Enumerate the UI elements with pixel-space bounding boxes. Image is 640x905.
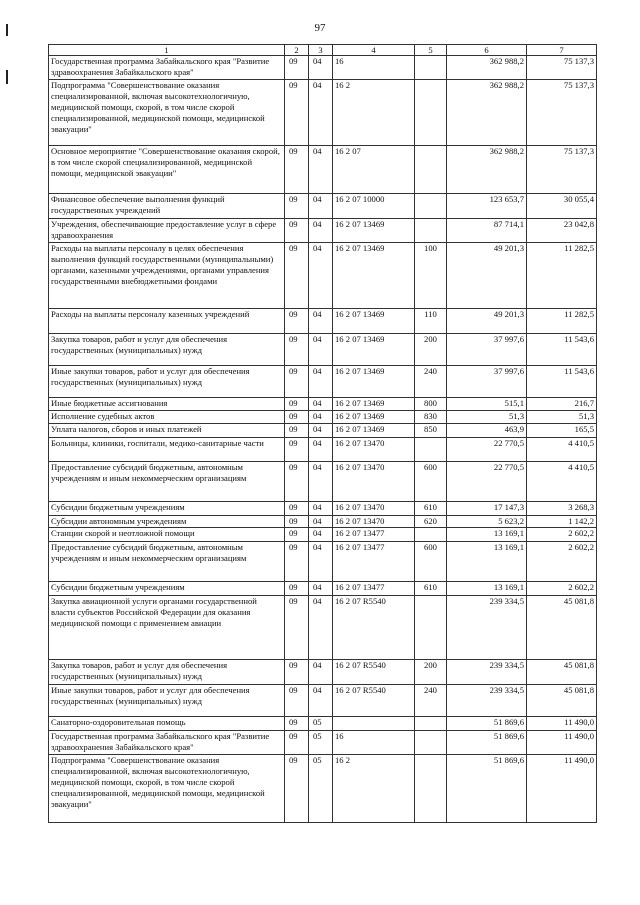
table-row: [49, 219, 597, 243]
cell-name: Предоставление субсидий бюджетным, автономным учреждениям и иным некоммерческим организациям: [49, 542, 285, 582]
cell-rz: 09: [285, 243, 309, 309]
cell-rz: 09: [285, 582, 309, 596]
cell-rz: 09: [285, 194, 309, 219]
cell-v1: 51 869,6: [447, 731, 527, 755]
cell-name: Иные закупки товаров, работ и услуг для обеспечения государственных (муниципальных) нужд: [49, 685, 285, 717]
table-row: [49, 685, 597, 717]
cell-csr: 16 2 07 13477: [333, 542, 415, 582]
cell-v2: 23 042,8: [527, 219, 597, 243]
table-row: [49, 438, 597, 462]
cell-v1: 13 169,1: [447, 528, 527, 542]
cell-vr: [415, 56, 447, 80]
cell-v1: 49 201,3: [447, 243, 527, 309]
cell-rz: 09: [285, 80, 309, 146]
cell-v1: 51,3: [447, 411, 527, 424]
cell-name: Предоставление субсидий бюджетным, автономным учреждениям и иным некоммерческим организациям: [49, 462, 285, 502]
cell-pr: 04: [309, 424, 333, 438]
cell-vr: 200: [415, 660, 447, 685]
cell-name: Государственная программа Забайкальского края "Развитие здравоохранения Забайкальского края": [49, 56, 285, 80]
cell-v2: 30 055,4: [527, 194, 597, 219]
table-row: [49, 731, 597, 755]
cell-pr: 04: [309, 542, 333, 582]
cell-v2: 216,7: [527, 398, 597, 411]
cell-v1: 22 770,5: [447, 438, 527, 462]
cell-pr: 04: [309, 462, 333, 502]
cell-pr: 04: [309, 219, 333, 243]
cell-name: Иные бюджетные ассигнования: [49, 398, 285, 411]
cell-v1: 13 169,1: [447, 582, 527, 596]
cell-csr: 16 2: [333, 755, 415, 823]
cell-v1: 239 334,5: [447, 596, 527, 660]
cell-v1: 51 869,6: [447, 755, 527, 823]
cell-v2: 75 137,3: [527, 56, 597, 80]
cell-vr: 830: [415, 411, 447, 424]
cell-rz: 09: [285, 731, 309, 755]
cell-pr: 04: [309, 398, 333, 411]
header-cell: 3: [309, 45, 333, 56]
cell-pr: 04: [309, 502, 333, 516]
cell-vr: [415, 755, 447, 823]
cell-pr: 05: [309, 755, 333, 823]
table-row: [49, 582, 597, 596]
cell-name: Расходы на выплаты персоналу в целях обеспечения выполнения функций государственными (муниципальными) органами, казенными учреждениями, органами управления государственными внебюджетными фондами: [49, 243, 285, 309]
cell-pr: 04: [309, 516, 333, 528]
cell-v1: 37 997,6: [447, 366, 527, 398]
cell-vr: 600: [415, 542, 447, 582]
cell-csr: 16 2 07 R5540: [333, 685, 415, 717]
cell-pr: 04: [309, 80, 333, 146]
binding-mark-bottom: [6, 70, 8, 84]
cell-v1: 17 147,3: [447, 502, 527, 516]
cell-rz: 09: [285, 366, 309, 398]
cell-pr: 05: [309, 731, 333, 755]
cell-pr: 04: [309, 243, 333, 309]
cell-vr: 240: [415, 366, 447, 398]
cell-v2: 1 142,2: [527, 516, 597, 528]
table-row: [49, 717, 597, 731]
cell-vr: 800: [415, 398, 447, 411]
cell-rz: 09: [285, 516, 309, 528]
cell-csr: 16 2 07 13469: [333, 366, 415, 398]
cell-name: Учреждения, обеспечивающие предоставление услуг в сфере здравоохранения: [49, 219, 285, 243]
cell-pr: 04: [309, 685, 333, 717]
cell-v1: 123 653,7: [447, 194, 527, 219]
cell-vr: [415, 146, 447, 194]
table-row: [49, 596, 597, 660]
cell-name: Станции скорой и неотложной помощи: [49, 528, 285, 542]
cell-vr: [415, 219, 447, 243]
cell-name: Расходы на выплаты персоналу казенных учреждений: [49, 309, 285, 334]
cell-pr: 04: [309, 438, 333, 462]
cell-csr: 16 2 07: [333, 146, 415, 194]
cell-name: Санаторно-оздоровительная помощь: [49, 717, 285, 731]
cell-v1: 87 714,1: [447, 219, 527, 243]
table-row: [49, 502, 597, 516]
cell-pr: 04: [309, 411, 333, 424]
cell-csr: [333, 717, 415, 731]
cell-csr: 16 2 07 13470: [333, 438, 415, 462]
table-row: [49, 243, 597, 309]
cell-pr: 04: [309, 56, 333, 80]
cell-pr: 05: [309, 717, 333, 731]
cell-v2: 11 543,6: [527, 366, 597, 398]
cell-v1: 463,9: [447, 424, 527, 438]
cell-name: Закупка товаров, работ и услуг для обеспечения государственных (муниципальных) нужд: [49, 660, 285, 685]
table-row: [49, 309, 597, 334]
cell-csr: 16 2 07 13469: [333, 309, 415, 334]
table-row: [49, 542, 597, 582]
cell-v1: 362 988,2: [447, 56, 527, 80]
cell-rz: 09: [285, 334, 309, 366]
cell-v2: 4 410,5: [527, 462, 597, 502]
cell-rz: 09: [285, 528, 309, 542]
cell-name: Государственная программа Забайкальского края "Развитие здравоохранения Забайкальского края": [49, 731, 285, 755]
cell-v2: 11 282,5: [527, 309, 597, 334]
cell-v1: 37 997,6: [447, 334, 527, 366]
table-row: [49, 366, 597, 398]
cell-name: Основное мероприятие "Совершенствование оказания скорой, в том числе скорой специализированной, медицинской помощи, медицинской эвакуации": [49, 146, 285, 194]
cell-pr: 04: [309, 309, 333, 334]
cell-pr: 04: [309, 334, 333, 366]
cell-rz: 09: [285, 219, 309, 243]
cell-v2: 45 081,8: [527, 660, 597, 685]
cell-vr: 610: [415, 502, 447, 516]
cell-vr: 610: [415, 582, 447, 596]
cell-rz: 09: [285, 462, 309, 502]
table-row: [49, 334, 597, 366]
cell-pr: 04: [309, 582, 333, 596]
cell-v2: 165,5: [527, 424, 597, 438]
cell-csr: 16 2 07 13469: [333, 243, 415, 309]
cell-pr: 04: [309, 660, 333, 685]
cell-rz: 09: [285, 56, 309, 80]
cell-rz: 09: [285, 146, 309, 194]
cell-v2: 45 081,8: [527, 596, 597, 660]
cell-rz: 09: [285, 309, 309, 334]
table-row: [49, 194, 597, 219]
header-cell: 2: [285, 45, 309, 56]
cell-v2: 4 410,5: [527, 438, 597, 462]
cell-v2: 11 490,0: [527, 731, 597, 755]
cell-csr: 16 2 07 R5540: [333, 596, 415, 660]
header-cell: 5: [415, 45, 447, 56]
cell-rz: 09: [285, 411, 309, 424]
cell-pr: 04: [309, 146, 333, 194]
cell-csr: 16 2 07 13469: [333, 424, 415, 438]
table-row: [49, 660, 597, 685]
cell-rz: 09: [285, 398, 309, 411]
cell-csr: 16 2 07 13469: [333, 398, 415, 411]
cell-rz: 09: [285, 717, 309, 731]
header-cell: 6: [447, 45, 527, 56]
cell-v2: 51,3: [527, 411, 597, 424]
cell-name: Подпрограмма "Совершенствование оказания специализированной, включая высокотехнологичную, медицинской помощи, скорой, в том числе скорой специализированной, медицинской помощи, медицинской эвакуации": [49, 755, 285, 823]
cell-csr: 16: [333, 731, 415, 755]
cell-v2: 3 268,3: [527, 502, 597, 516]
cell-v1: 5 623,2: [447, 516, 527, 528]
table-header-row: [49, 45, 597, 56]
table-row: [49, 528, 597, 542]
cell-v1: 13 169,1: [447, 542, 527, 582]
cell-v2: 11 490,0: [527, 755, 597, 823]
cell-rz: 09: [285, 660, 309, 685]
cell-v1: 51 869,6: [447, 717, 527, 731]
cell-v2: 2 602,2: [527, 542, 597, 582]
binding-mark-top: [6, 24, 8, 36]
cell-v2: 45 081,8: [527, 685, 597, 717]
cell-name: Субсидии автономным учреждениям: [49, 516, 285, 528]
cell-csr: 16 2 07 13469: [333, 219, 415, 243]
cell-v2: 2 602,2: [527, 582, 597, 596]
cell-csr: 16 2 07 13469: [333, 411, 415, 424]
header-cell: 7: [527, 45, 597, 56]
table-row: [49, 755, 597, 823]
cell-vr: [415, 596, 447, 660]
cell-rz: 09: [285, 596, 309, 660]
cell-csr: 16 2 07 13470: [333, 462, 415, 502]
table-row: [49, 398, 597, 411]
cell-vr: [415, 438, 447, 462]
cell-vr: [415, 717, 447, 731]
cell-v1: 362 988,2: [447, 146, 527, 194]
cell-v1: 22 770,5: [447, 462, 527, 502]
cell-csr: 16 2 07 13477: [333, 582, 415, 596]
cell-name: Финансовое обеспечение выполнения функций государственных учреждений: [49, 194, 285, 219]
cell-rz: 09: [285, 542, 309, 582]
table-row: [49, 516, 597, 528]
table-row: [49, 462, 597, 502]
table-row: [49, 411, 597, 424]
cell-v2: 11 490,0: [527, 717, 597, 731]
cell-csr: 16 2 07 13469: [333, 334, 415, 366]
cell-v2: 2 602,2: [527, 528, 597, 542]
cell-name: Подпрограмма "Совершенствование оказания специализированной, включая высокотехнологичную, медицинской помощи, скорой, в том числе скорой специализированной, медицинской помощи, медицинской эвакуации": [49, 80, 285, 146]
cell-rz: 09: [285, 438, 309, 462]
cell-name: Закупка авиационной услуги органами государственной власти субъектов Российской Федерации для оказания медицинской помощи с применением авиации: [49, 596, 285, 660]
cell-rz: 09: [285, 424, 309, 438]
page-number: 97: [314, 22, 326, 34]
cell-v1: 515,1: [447, 398, 527, 411]
cell-vr: 100: [415, 243, 447, 309]
cell-vr: 110: [415, 309, 447, 334]
cell-csr: 16 2 07 R5540: [333, 660, 415, 685]
cell-csr: 16 2 07 10000: [333, 194, 415, 219]
cell-csr: 16 2 07 13470: [333, 502, 415, 516]
cell-csr: 16 2: [333, 80, 415, 146]
cell-csr: 16: [333, 56, 415, 80]
cell-name: Субсидии бюджетным учреждениям: [49, 582, 285, 596]
cell-vr: 200: [415, 334, 447, 366]
cell-pr: 04: [309, 596, 333, 660]
cell-csr: 16 2 07 13477: [333, 528, 415, 542]
cell-name: Закупка товаров, работ и услуг для обеспечения государственных (муниципальных) нужд: [49, 334, 285, 366]
cell-rz: 09: [285, 685, 309, 717]
cell-v2: 11 543,6: [527, 334, 597, 366]
table-row: [49, 80, 597, 146]
cell-vr: 600: [415, 462, 447, 502]
cell-v1: 239 334,5: [447, 660, 527, 685]
cell-vr: [415, 528, 447, 542]
cell-csr: 16 2 07 13470: [333, 516, 415, 528]
cell-v2: 11 282,5: [527, 243, 597, 309]
cell-name: Больницы, клиники, госпитали, медико-санитарные части: [49, 438, 285, 462]
header-cell: 4: [333, 45, 415, 56]
cell-pr: 04: [309, 528, 333, 542]
cell-v2: 75 137,3: [527, 80, 597, 146]
cell-v1: 49 201,3: [447, 309, 527, 334]
cell-v2: 75 137,3: [527, 146, 597, 194]
cell-v1: 239 334,5: [447, 685, 527, 717]
table-row: [49, 146, 597, 194]
budget-table: [48, 44, 597, 823]
cell-pr: 04: [309, 194, 333, 219]
cell-v1: 362 988,2: [447, 80, 527, 146]
cell-rz: 09: [285, 755, 309, 823]
cell-rz: 09: [285, 502, 309, 516]
cell-vr: [415, 80, 447, 146]
cell-vr: [415, 194, 447, 219]
table-row: [49, 424, 597, 438]
cell-name: Уплата налогов, сборов и иных платежей: [49, 424, 285, 438]
cell-vr: 620: [415, 516, 447, 528]
cell-vr: 240: [415, 685, 447, 717]
cell-vr: 850: [415, 424, 447, 438]
header-cell: 1: [49, 45, 285, 56]
table-row: [49, 56, 597, 80]
cell-name: Иные закупки товаров, работ и услуг для обеспечения государственных (муниципальных) нужд: [49, 366, 285, 398]
cell-vr: [415, 731, 447, 755]
cell-name: Субсидии бюджетным учреждениям: [49, 502, 285, 516]
cell-pr: 04: [309, 366, 333, 398]
cell-name: Исполнение судебных актов: [49, 411, 285, 424]
